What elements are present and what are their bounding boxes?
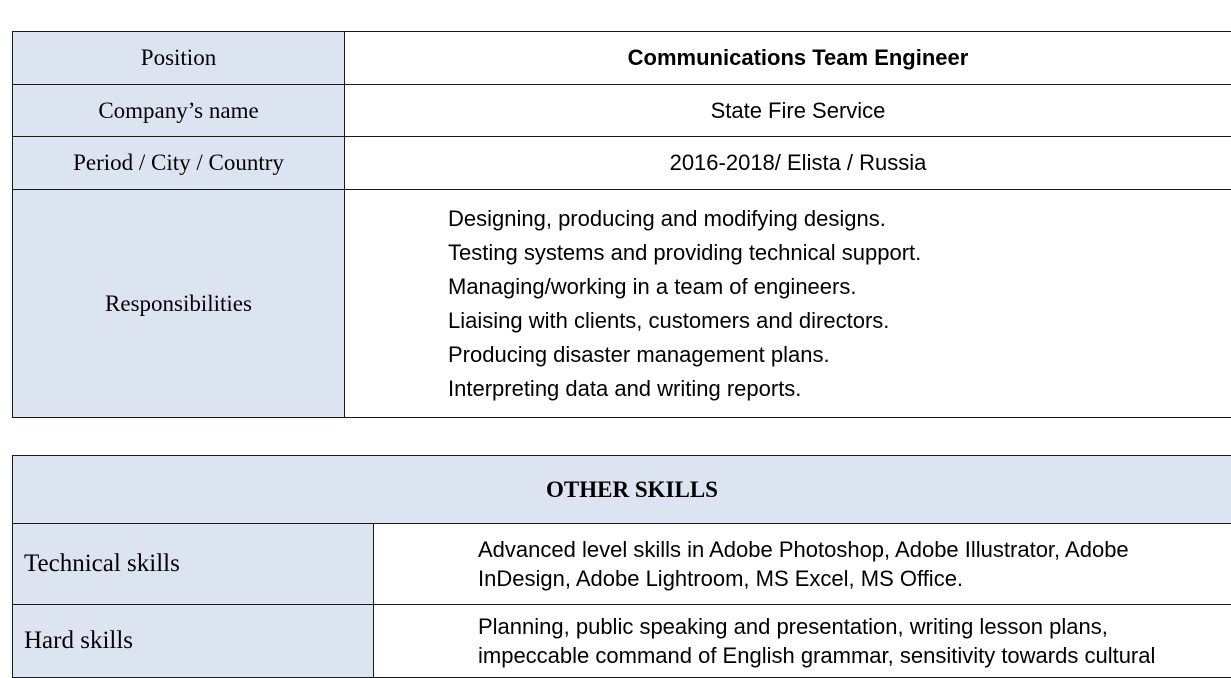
position-label: Position [13, 32, 345, 85]
responsibility-item: Managing/working in a team of engineers. [448, 270, 1231, 304]
hard-skills-value [374, 605, 1231, 678]
technical-skills-row [13, 524, 1231, 605]
experience-table [12, 31, 1231, 418]
responsibilities-label: Responsibilities [13, 190, 345, 418]
responsibilities-list [345, 202, 1231, 406]
period-row [13, 137, 1231, 190]
responsibility-item: Testing systems and providing technical support. [448, 236, 1231, 270]
responsibility-item: Liaising with clients, customers and directors. [448, 304, 1231, 338]
technical-skills-label: Technical skills [13, 524, 374, 605]
skill-line: InDesign, Adobe Lightroom, MS Excel, MS Office. [478, 564, 1231, 593]
other-skills-heading: OTHER SKILLS [13, 456, 1231, 524]
skill-line: Planning, public speaking and presentation, writing lesson plans, [478, 612, 1231, 641]
period-value: 2016-2018/ Elista / Russia [345, 137, 1231, 190]
responsibilities-row [13, 190, 1231, 418]
position-row [13, 32, 1231, 85]
skill-line: Advanced level skills in Adobe Photoshop, Adobe Illustrator, Adobe [478, 535, 1231, 564]
position-value: Communications Team Engineer [345, 32, 1231, 85]
period-label: Period / City / Country [13, 137, 345, 190]
company-label: Company’s name [13, 85, 345, 137]
responsibility-item: Designing, producing and modifying designs. [448, 202, 1231, 236]
responsibility-item: Producing disaster management plans. [448, 338, 1231, 372]
responsibilities-cell [345, 190, 1231, 418]
company-value: State Fire Service [345, 85, 1231, 137]
hard-skills-label: Hard skills [13, 605, 374, 678]
company-row [13, 85, 1231, 137]
responsibility-item: Interpreting data and writing reports. [448, 372, 1231, 406]
other-skills-header-row [13, 456, 1231, 524]
hard-skills-row [13, 605, 1231, 678]
skill-line: impeccable command of English grammar, sensitivity towards cultural [478, 641, 1231, 670]
other-skills-table [12, 455, 1231, 678]
technical-skills-value [374, 524, 1231, 605]
